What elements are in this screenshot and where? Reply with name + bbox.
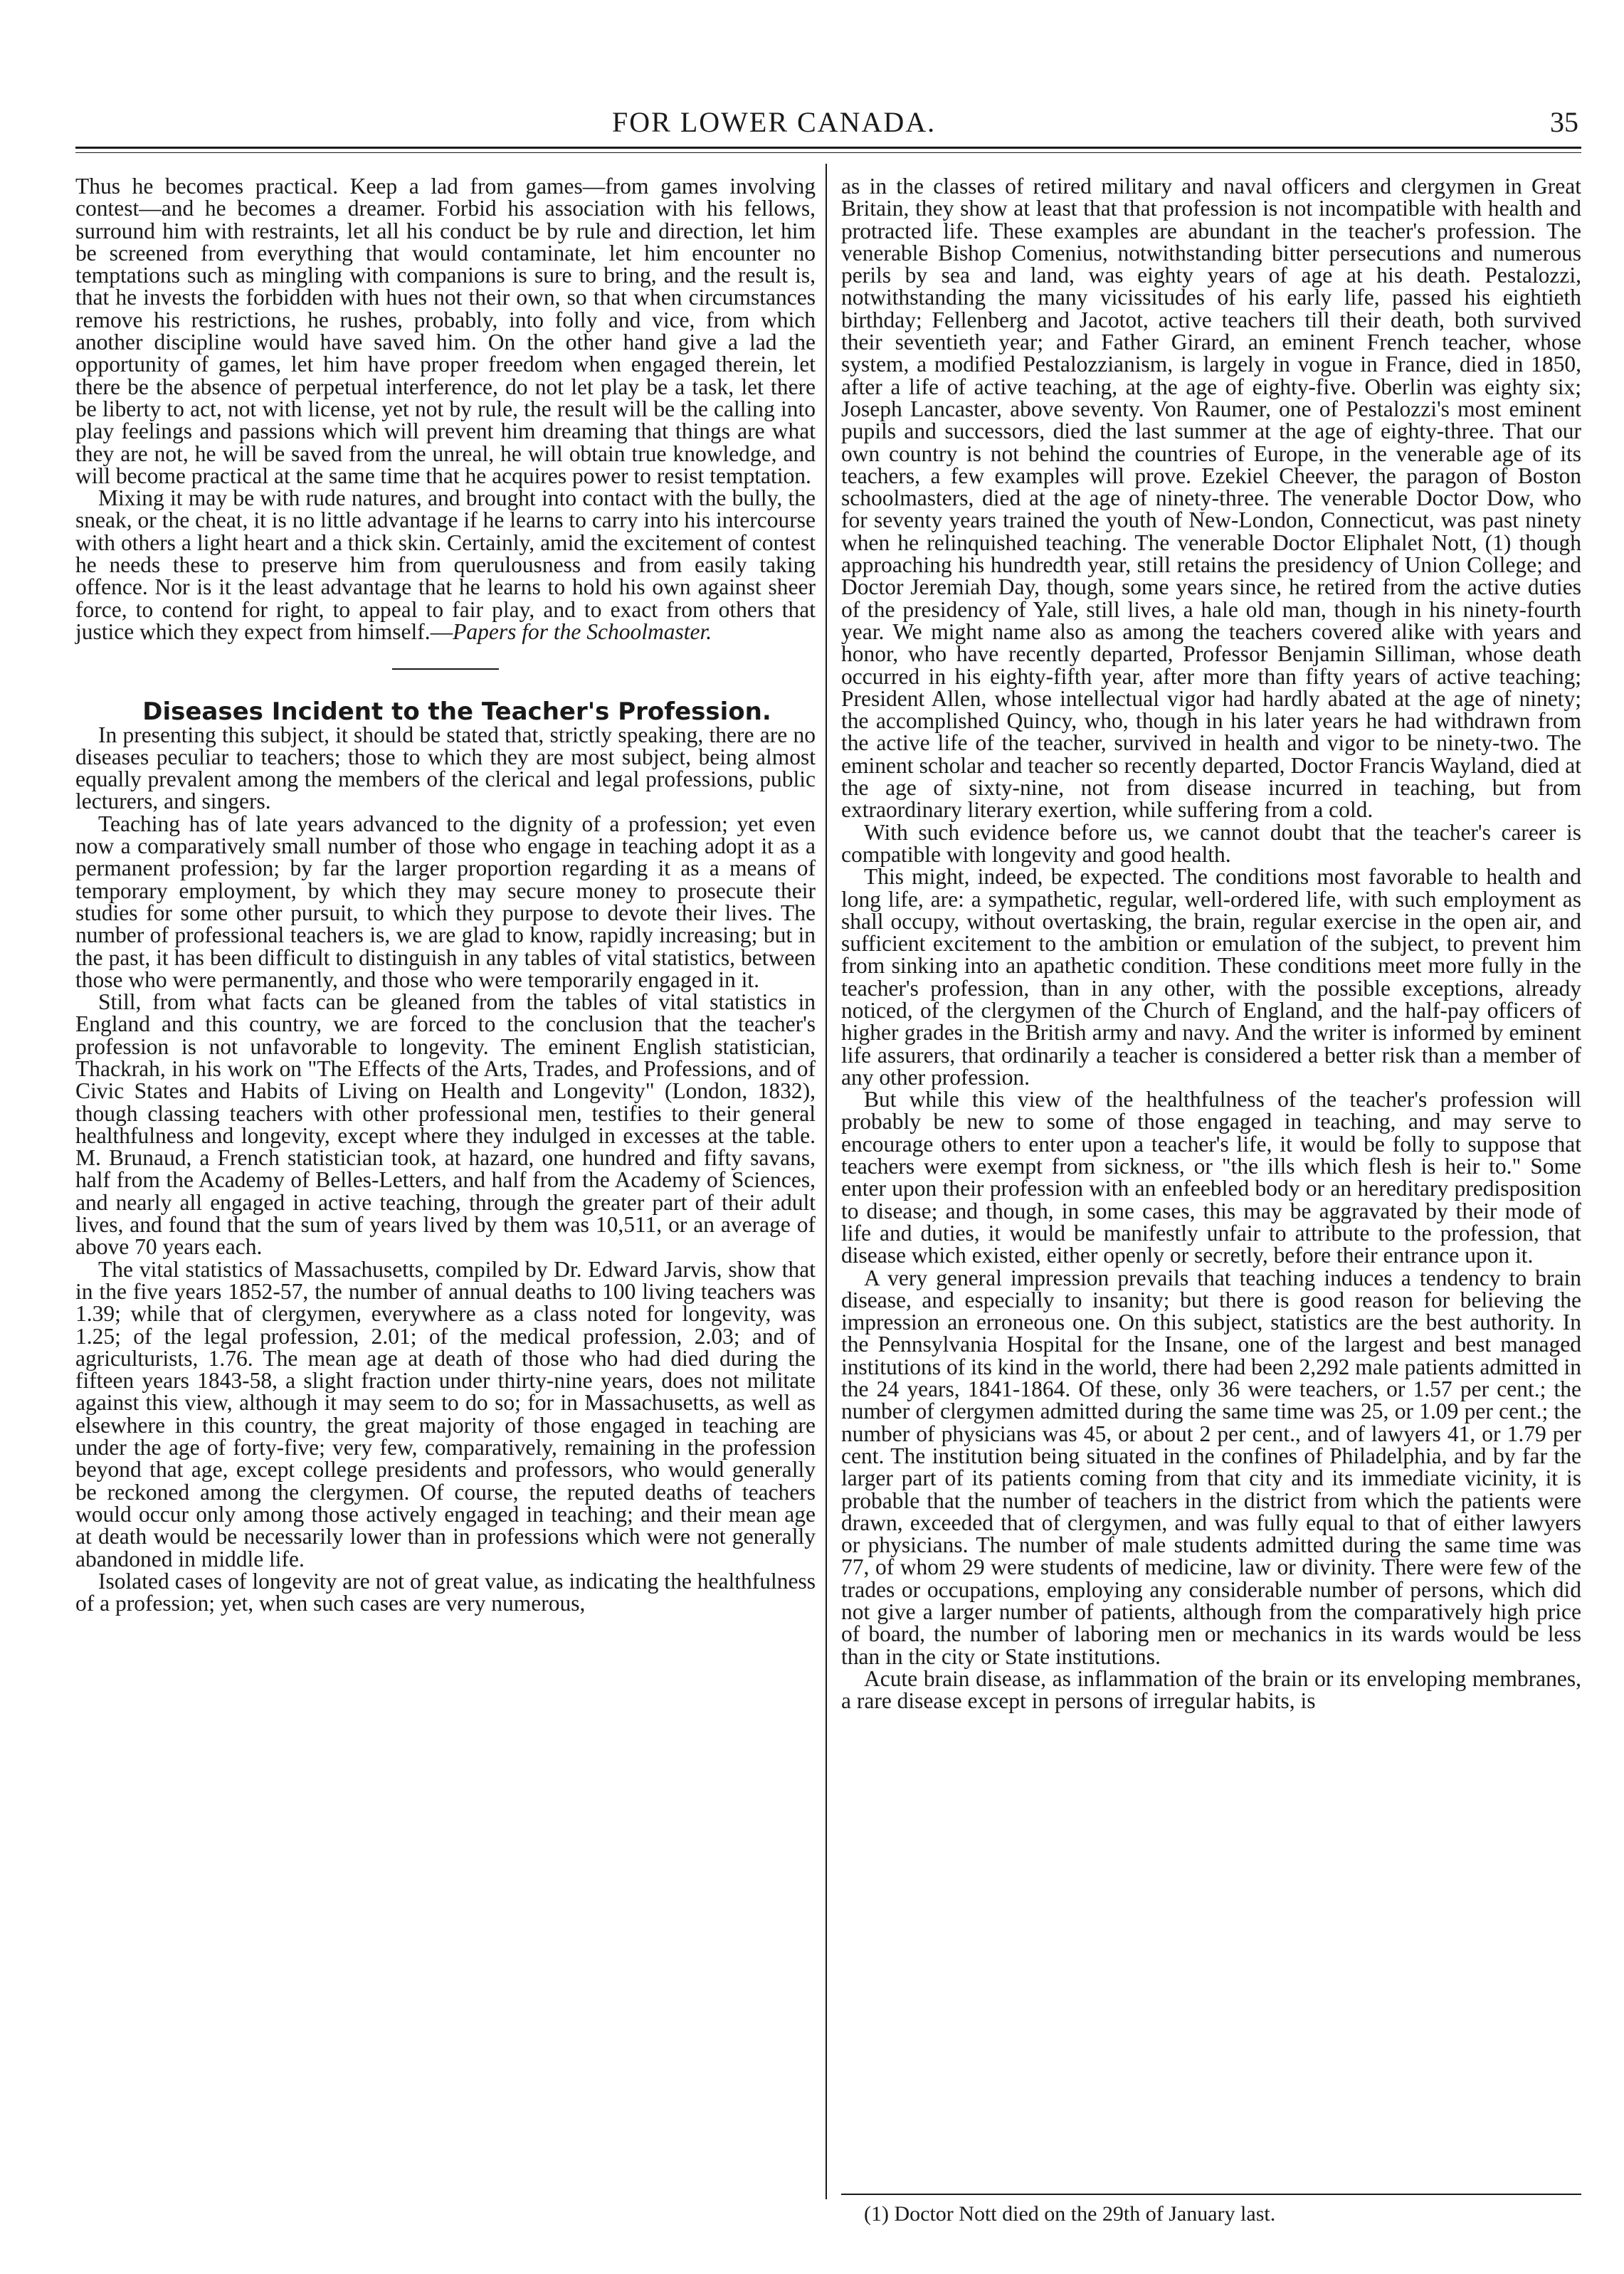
- paragraph: With such evidence before us, we cannot doubt that the teacher's career is compatible with longevity and good health.: [841, 819, 1581, 867]
- paragraph: Thus he becomes practical. Keep a lad from games—from games involving contest—and he becomes a dreamer. Forbid his association with his fellows, surround him with restraints, let all his conduct be by rule and direction, let him be screened from everything that would contaminate, let him encounter no temptations such as mingling with companions is sure to bring, and the result is, that he invests the forbidden with hues not their own, so that when circumstances remove his restrictions, he rushes, probably, into folly and vice, from which another discipline would have saved him. On the other hand give a lad the opportunity of games, let him have proper freedom when engaged therein, let there be the absence of perpetual interference, do not let play be a task, let there be liberty to act, not with license, yet not by rule, the result will be the calling into play feelings and passions which will prevent him dreaming that things are what they are not, he will be saved from the unreal, he will obtain true knowledge, and will become practical at the same time that he acquires power to resist temptation.: [75, 174, 816, 488]
- header-rule: [75, 147, 1581, 149]
- right-column: [841, 175, 1581, 1712]
- source-citation: Papers for the Schoolmaster.: [453, 618, 712, 644]
- page-number: 35: [1550, 106, 1578, 138]
- section-divider: [392, 668, 499, 670]
- paragraph: Mixing it may be with rude natures, and brought into contact with the bully, the sneak, or the cheat, it is no little advantage if he learns to carry into his intercourse with others a light heart and a thick skin. Certainly, amid the excitement of contest he needs these to preserve him from querulousness and from easily taking offence. Nor is it the least advantage that he learns to hold his own against sheer force, to contend for right, to appeal to fair play, and to exact from others that justice which they expect from himself.—Papers for the Schoolmaster.: [75, 485, 816, 644]
- paragraph: Isolated cases of longevity are not of great value, as indicating the healthfulness of a profession; yet, when such cases are very numerous,: [75, 1568, 816, 1616]
- paragraph: as in the classes of retired military and naval officers and clergymen in Great Britain, they show at least that that profession is not incompatible with health and protracted life. These examples are abundant in the teacher's profession. The venerable Bishop Comenius, notwithstanding bitter persecutions and numerous perils by sea and land, was eighty years of age at his death. Pestalozzi, notwithstanding the many vicissitudes of his early life, passed his eightieth birthday; Fellenberg and Jacotot, active teachers till their death, both survived their seventieth year; and Father Girard, an eminent French teacher, whose system, a modified Pestalozzianism, is largely in vogue in France, died in 1850, after a life of active teaching, at the age of eighty-five. Oberlin was eighty six; Joseph Lancaster, above seventy. Von Raumer, one of Pestalozzi's most eminent pupils and successors, died the last summer at the age of eighty-three. That our own country is not behind the countries of Europe, in the venerable age of its teachers, a few examples will prove. Ezekiel Cheever, the paragon of Boston schoolmasters, died at the age of ninety-three. The venerable Doctor Dow, who for seventy years trained the youth of New-London, Connecticut, was past ninety when he relinquished teaching. The venerable Doctor Eliphalet Nott, (1) though approaching his hundredth year, still retains the presidency of Union College; and Doctor Jeremiah Day, though, some years since, he retired from the active duties of the presidency of Yale, still lives, a hale old man, though in his ninety-fourth year. We might name also as among the teachers covered alike with years and honor, who have recently departed, Professor Benjamin Silliman, whose death occurred in his eighty-fifth year, after more than fifty years of active teaching; President Allen, whose intellectual vigor had hardly abated at the age of ninety; the accomplished Quincy, who, though in his later years he had withdrawn from the active life of the teacher, survived in health and vigor to be ninety-two. The eminent scholar and teacher so recently departed, Doctor Francis Wayland, died at the age of sixty-nine, not from disease incurred in teaching, but from extraordinary literary exertion, while suffering from a cold.: [841, 174, 1581, 823]
- footnote: (1) Doctor Nott died on the 29th of January last.: [864, 2202, 1276, 2226]
- left-column: [75, 175, 816, 1614]
- paragraph: Acute brain disease, as inflammation of the brain or its enveloping membranes, a rare disease except in persons of irregular habits, is: [841, 1665, 1581, 1714]
- running-title: FOR LOWER CANADA.: [612, 106, 937, 138]
- footnote-rule: [841, 2194, 1581, 2195]
- paragraph: This might, indeed, be expected. The conditions most favorable to health and long life, are: a sympathetic, regular, well-ordered life, with such employment as shall occupy, without overtasking, the brain, regular exercise in the open air, and sufficient excitement to the ambition or emulation of the subject, to prevent him from sinking into an apathetic condition. These conditions meet more fully in the teacher's profession, than in any other, with the possible exceptions, already noticed, of the clergymen of the Church of England, and the half-pay officers of higher grades in the British army and navy. And the writer is informed by eminent life assurers, that ordinarily a teacher is considered a better risk than a member of any other profession.: [841, 864, 1581, 1090]
- section-heading: Diseases Incident to the Teacher's Profession.: [142, 698, 771, 727]
- paragraph: Teaching has of late years advanced to the dignity of a profession; yet even now a comparatively small number of those who engage in teaching adopt it as a permanent profession; by far the larger proportion regarding it as a means of temporary employment, by which they may secure money to prosecute their studies for some other pursuit, to which they purpose to devote their lives. The number of professional teachers is, we are glad to know, rapidly increasing; but in the past, it has been difficult to distinguish in any tables of vital statistics, between those who were permanently, and those who were temporarily engaged in it.: [75, 811, 816, 992]
- paragraph: Still, from what facts can be gleaned from the tables of vital statistics in England and this country, we are forced to the conclusion that the teacher's profession is not unfavorable to longevity. The eminent English statistician, Thackrah, in his work on "The Effects of the Arts, Trades, and Professions, and of Civic States and Habits of Living on Health and Longevity" (London, 1832), though classing teachers with other professional men, testifies to their general healthfulness and longevity, except where they indulged in excesses at the table. M. Brunaud, a French statistician took, at hazard, one hundred and fifty savans, half from the Academy of Belles-Letters, and half from the Academy of Sciences, and nearly all engaged in active teaching, through the greater part of their adult lives, and found that the sum of years lived by them was 10,511, or an average of above 70 years each.: [75, 989, 816, 1260]
- header-rule-thin: [75, 152, 1581, 153]
- paragraph: A very general impression prevails that teaching induces a tendency to brain disease, and especially to insanity; but there is good reason for believing the impression an erroneous one. On this subject, statistics are the best authority. In the Pennsylvania Hospital for the Insane, one of the largest and best managed institutions of its kind in the world, there had been 2,292 male patients admitted in the 24 years, 1841-1864. Of these, only 36 were teachers, or 1.57 per cent.; the number of clergymen admitted during the same time was 25, or 1.09 per cent.; the number of physicians was 45, or about 2 per cent., and of lawyers 41, or 1.79 per cent. The institution being situated in the confines of Philadelphia, and by far the larger part of its patients coming from that city and its immediate vicinity, it is probable that the number of teachers in the district from which the patients were drawn, exceeded that of clergymen, and was fully equal to that of either lawyers or physicians. The number of male students admitted during the same time was 77, of whom 29 were students of medicine, law or divinity. There were few of the trades or occupations, employing any considerable number of persons, which did not give a larger number of patients, although from the comparatively high price of board, the number of laboring men or mechanics in its wards would be less than in the city or State institutions.: [841, 1265, 1581, 1669]
- paragraph: The vital statistics of Massachusetts, compiled by Dr. Edward Jarvis, show that in the five years 1852-57, the number of annual deaths to 100 living teachers was 1.39; while that of clergymen, everywhere as a class noted for longevity, was 1.25; of the legal profession, 2.01; of the medical profession, 2.03; and of agriculturists, 1.76. The mean age at death of those who had died during the fifteen years 1843-58, a slight fraction under thirty-nine years, does not militate against this view, although it may seem to do so; for in Massachusetts, as well as elsewhere in this country, the great majority of those engaged in teaching are under the age of forty-five; very few, comparatively, remaining in the profession beyond that age, except college presidents and professors, who would generally be reckoned among the clergymen. Of course, the reputed deaths of teachers would occur only among those actively engaged in teaching; and their mean age at death would be necessarily lower than in professions which were not generally abandoned in middle life.: [75, 1256, 816, 1572]
- paragraph-text: Mixing it may be with rude natures, and brought into contact with the bully, the sneak, or the cheat, it is no little advantage if he learns to carry into his intercourse with others a light heart and a thick skin. Certainly, amid the excitement of contest he needs these to preserve him from querulousness and from easily taking offence. Nor is it the least advantage that he learns to hold his own against sheer force, to contend for right, to appeal to fair play, and to exact from others that justice which they expect from himself.: [75, 485, 816, 644]
- column-divider: [826, 164, 827, 2199]
- paragraph: In presenting this subject, it should be stated that, strictly speaking, there are no diseases peculiar to teachers; those to which they are most subject, being almost equally prevalent among the members of the clerical and legal professions, public lecturers, and singers.: [75, 722, 816, 814]
- paragraph: But while this view of the healthfulness of the teacher's profession will probably be new to some of those engaged in teaching, and may serve to encourage others to enter upon a teacher's life, it would be folly to suppose that teachers were exempt from sickness, or "the ills which flesh is heir to." Some enter upon their profession with an enfeebled body or an hereditary predisposition to disease; and though, in some cases, this may be aggravated by their mode of life and duties, it would be manifestly unfair to attribute to the profession, that disease which existed, either openly or secretly, before their entrance upon it.: [841, 1087, 1581, 1268]
